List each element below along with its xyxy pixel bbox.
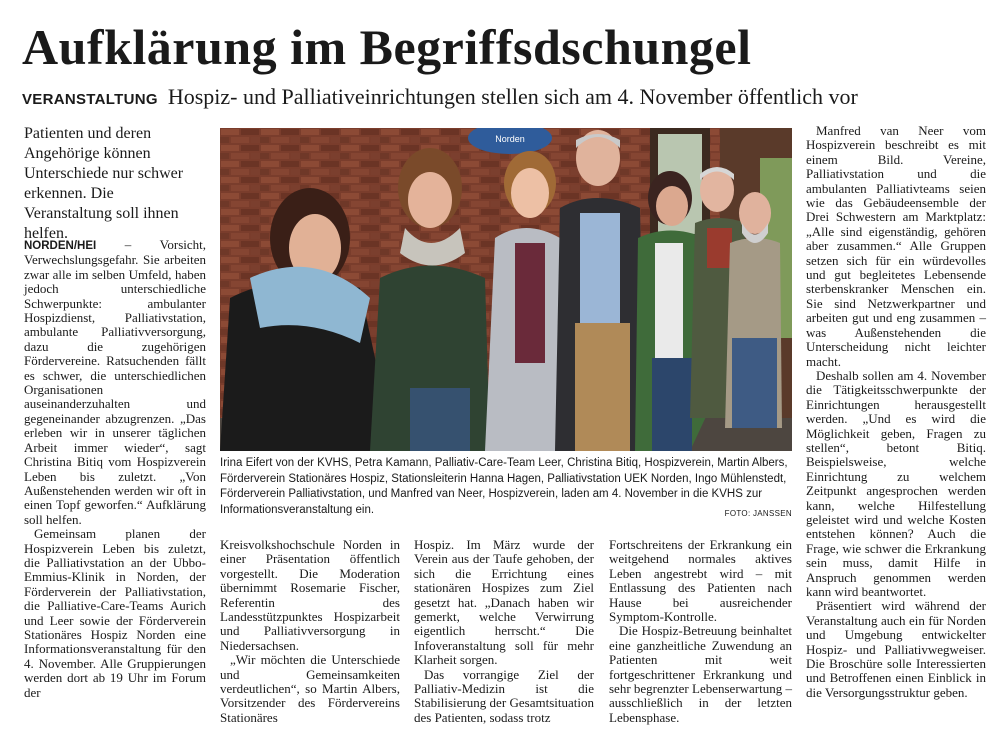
headline: Aufklärung im Begriffsdschungel (22, 19, 752, 75)
paragraph: NORDEN/HEI – Vorsicht, Verwechslungsgefahr. Sie arbeiten zwar alle im selben Umfeld, haben jedoch unterschiedliche Schwerpunkte: ambulanter Hospizdienst, Palliativstation, ambulante Palliativversorgung, dazu die zugehörigen Fördervereine. Ratsuchenden fällt es schwer, die unterschiedlichen Organisationen auseinanderzuhalten und gegeneinander abzugrenzen. „Das erleben wir in unserer täglichen Arbeit immer wieder“, sagt Christina Bitiq vom Hospizverein Leben bis zuletzt. „Von Außenstehenden werden wir oft in einen Topf geworfen.“ Aufklärung soll helfen. (24, 237, 206, 527)
column-1 (24, 238, 206, 700)
column-4 (609, 538, 792, 725)
teaser: Patienten und deren Angehörige können Unterschiede nur schwer erkennen. Die Veranstaltung soll ihnen helfen. (24, 125, 184, 242)
photo-credit: FOTO: JANSSEN (724, 508, 792, 518)
deck: Hospiz- und Palliativeinrichtungen stellen sich am 4. November öffentlich vor (167, 84, 858, 109)
paragraph: Präsentiert wird während der Veranstaltung auch ein für Norden und Umgebung entwickelter Hospiz- und Palliativwegweiser. Die Broschüre solle Interessierten und Betroffenen einen Einblick in die Versorgungsstruktur geben. (806, 598, 986, 700)
section-kicker: VERANSTALTUNG (22, 91, 158, 108)
paragraph: Die Hospiz-Betreuung beinhaltet eine ganzheitliche Zuwendung an Patienten mit weit fortgeschrittener Erkrankung und sehr begrenzter Lebenserwartung – ausschließlich in der letzten Lebensphase. (609, 623, 792, 725)
photo-caption (220, 456, 792, 521)
group-photo-image (220, 128, 792, 451)
paragraph: Das vorrangige Ziel der Palliativ-Medizin ist die Stabilisierung der Gesamtsituation des Patienten, sodass trotz (414, 666, 594, 725)
paragraph: Gemeinsam planen der Hospizverein Leben bis zuletzt, die Palliativstation an der Ubbo-Emmius-Klinik in Norden, der Förderverein der Palliativstation, die Palliative-Care-Teams Aurich und Leer sowie der Förderverein Stationäres Hospiz Norden eine Informationsveranstaltung für den 4. November. Alle Gruppierungen werden dort ab 19 Uhr im Forum der (24, 526, 206, 700)
paragraph: Kreisvolkshochschule Norden in einer Präsentation öffentlich vorgestellt. Die Moderation übernimmt Rosemarie Fischer, Referentin des Landesstützpunktes Hospizarbeit und Palliativversorgung in Niedersachsen. (220, 537, 400, 653)
column-3 (414, 538, 594, 725)
street-sign-text: Norden (495, 134, 525, 144)
paragraph: Fortschreitens der Erkrankung ein weitgehend normales aktives Leben angestrebt wird – mit Entlassung des Patienten nach Hause bei ausreichender Symptom-Kontrolle. (609, 537, 792, 625)
dateline: NORDEN/HEI (24, 240, 97, 252)
group-photo (220, 128, 792, 451)
paragraph: „Wir möchten die Unterschiede und Gemeinsamkeiten verdeutlichen“, so Martin Albers, Vorsitzender des Fördervereins Stationäres (220, 652, 400, 725)
paragraph: Deshalb sollen am 4. November die Tätigkeitsschwerpunkte der Einrichtungen herausgestellt werden. „Und es wird die Möglichkeit geben, Fragen zu stellen“, betont Bitiq. Beispielsweise, welche Einrichtung zu welchem Zeitpunkt angesprochen werden kann, welche Hilfestellung geleistet wird und welche Kosten entstehen können? Auch die Frage, wie schwer die Erkrankung sein muss, damit Hilfe in Anspruch genommen werden kann wird beantwortet. (806, 367, 986, 599)
paragraph: Hospiz. Im März wurde der Verein aus der Taufe gehoben, der sich die Errichtung eines stationären Hospizes zum Ziel gesetzt hat. „Danach haben wir gemerkt, welche Verwirrung eigentlich herrscht.“ Die Infoveranstaltung soll für mehr Klarheit sorgen. (414, 537, 594, 668)
column-5 (806, 124, 986, 700)
column-2 (220, 538, 400, 725)
paragraph: Manfred van Neer vom Hospizverein beschreibt es mit einem Bild. Vereine, Palliativstation und die ambulanten Palliativteams seien wie das Gebäudeensemble der Drei Schwestern am Marktplatz: „Alle sind eigenständig, gehören aber zusammen.“ Alle Gruppen setzen sich für ein würdevolles und gut begleitetes Lebensende sterbenskranker Menschen ein. Sie sind Netzwerkpartner und arbeiten gut und eng zusammen – was Außenstehenden die Unterscheidung nicht leichter macht. (806, 123, 986, 369)
caption-text: Irina Eifert von der KVHS, Petra Kamann, Palliativ-Care-Team Leer, Christina Bitiq, Hospizverein, Martin Albers, Förderverein Stationäres Hospiz, Stationsleiterin Hanna Hagen, Palliativstation UEK Norden, Ingo Mühlenstedt, Förderverein Palliativstation, und Manfred van Neer, Hospizverein, laden am 4. November in die KVHS zur Informationsveranstaltung ein. (220, 457, 788, 516)
subheadline (22, 84, 858, 113)
